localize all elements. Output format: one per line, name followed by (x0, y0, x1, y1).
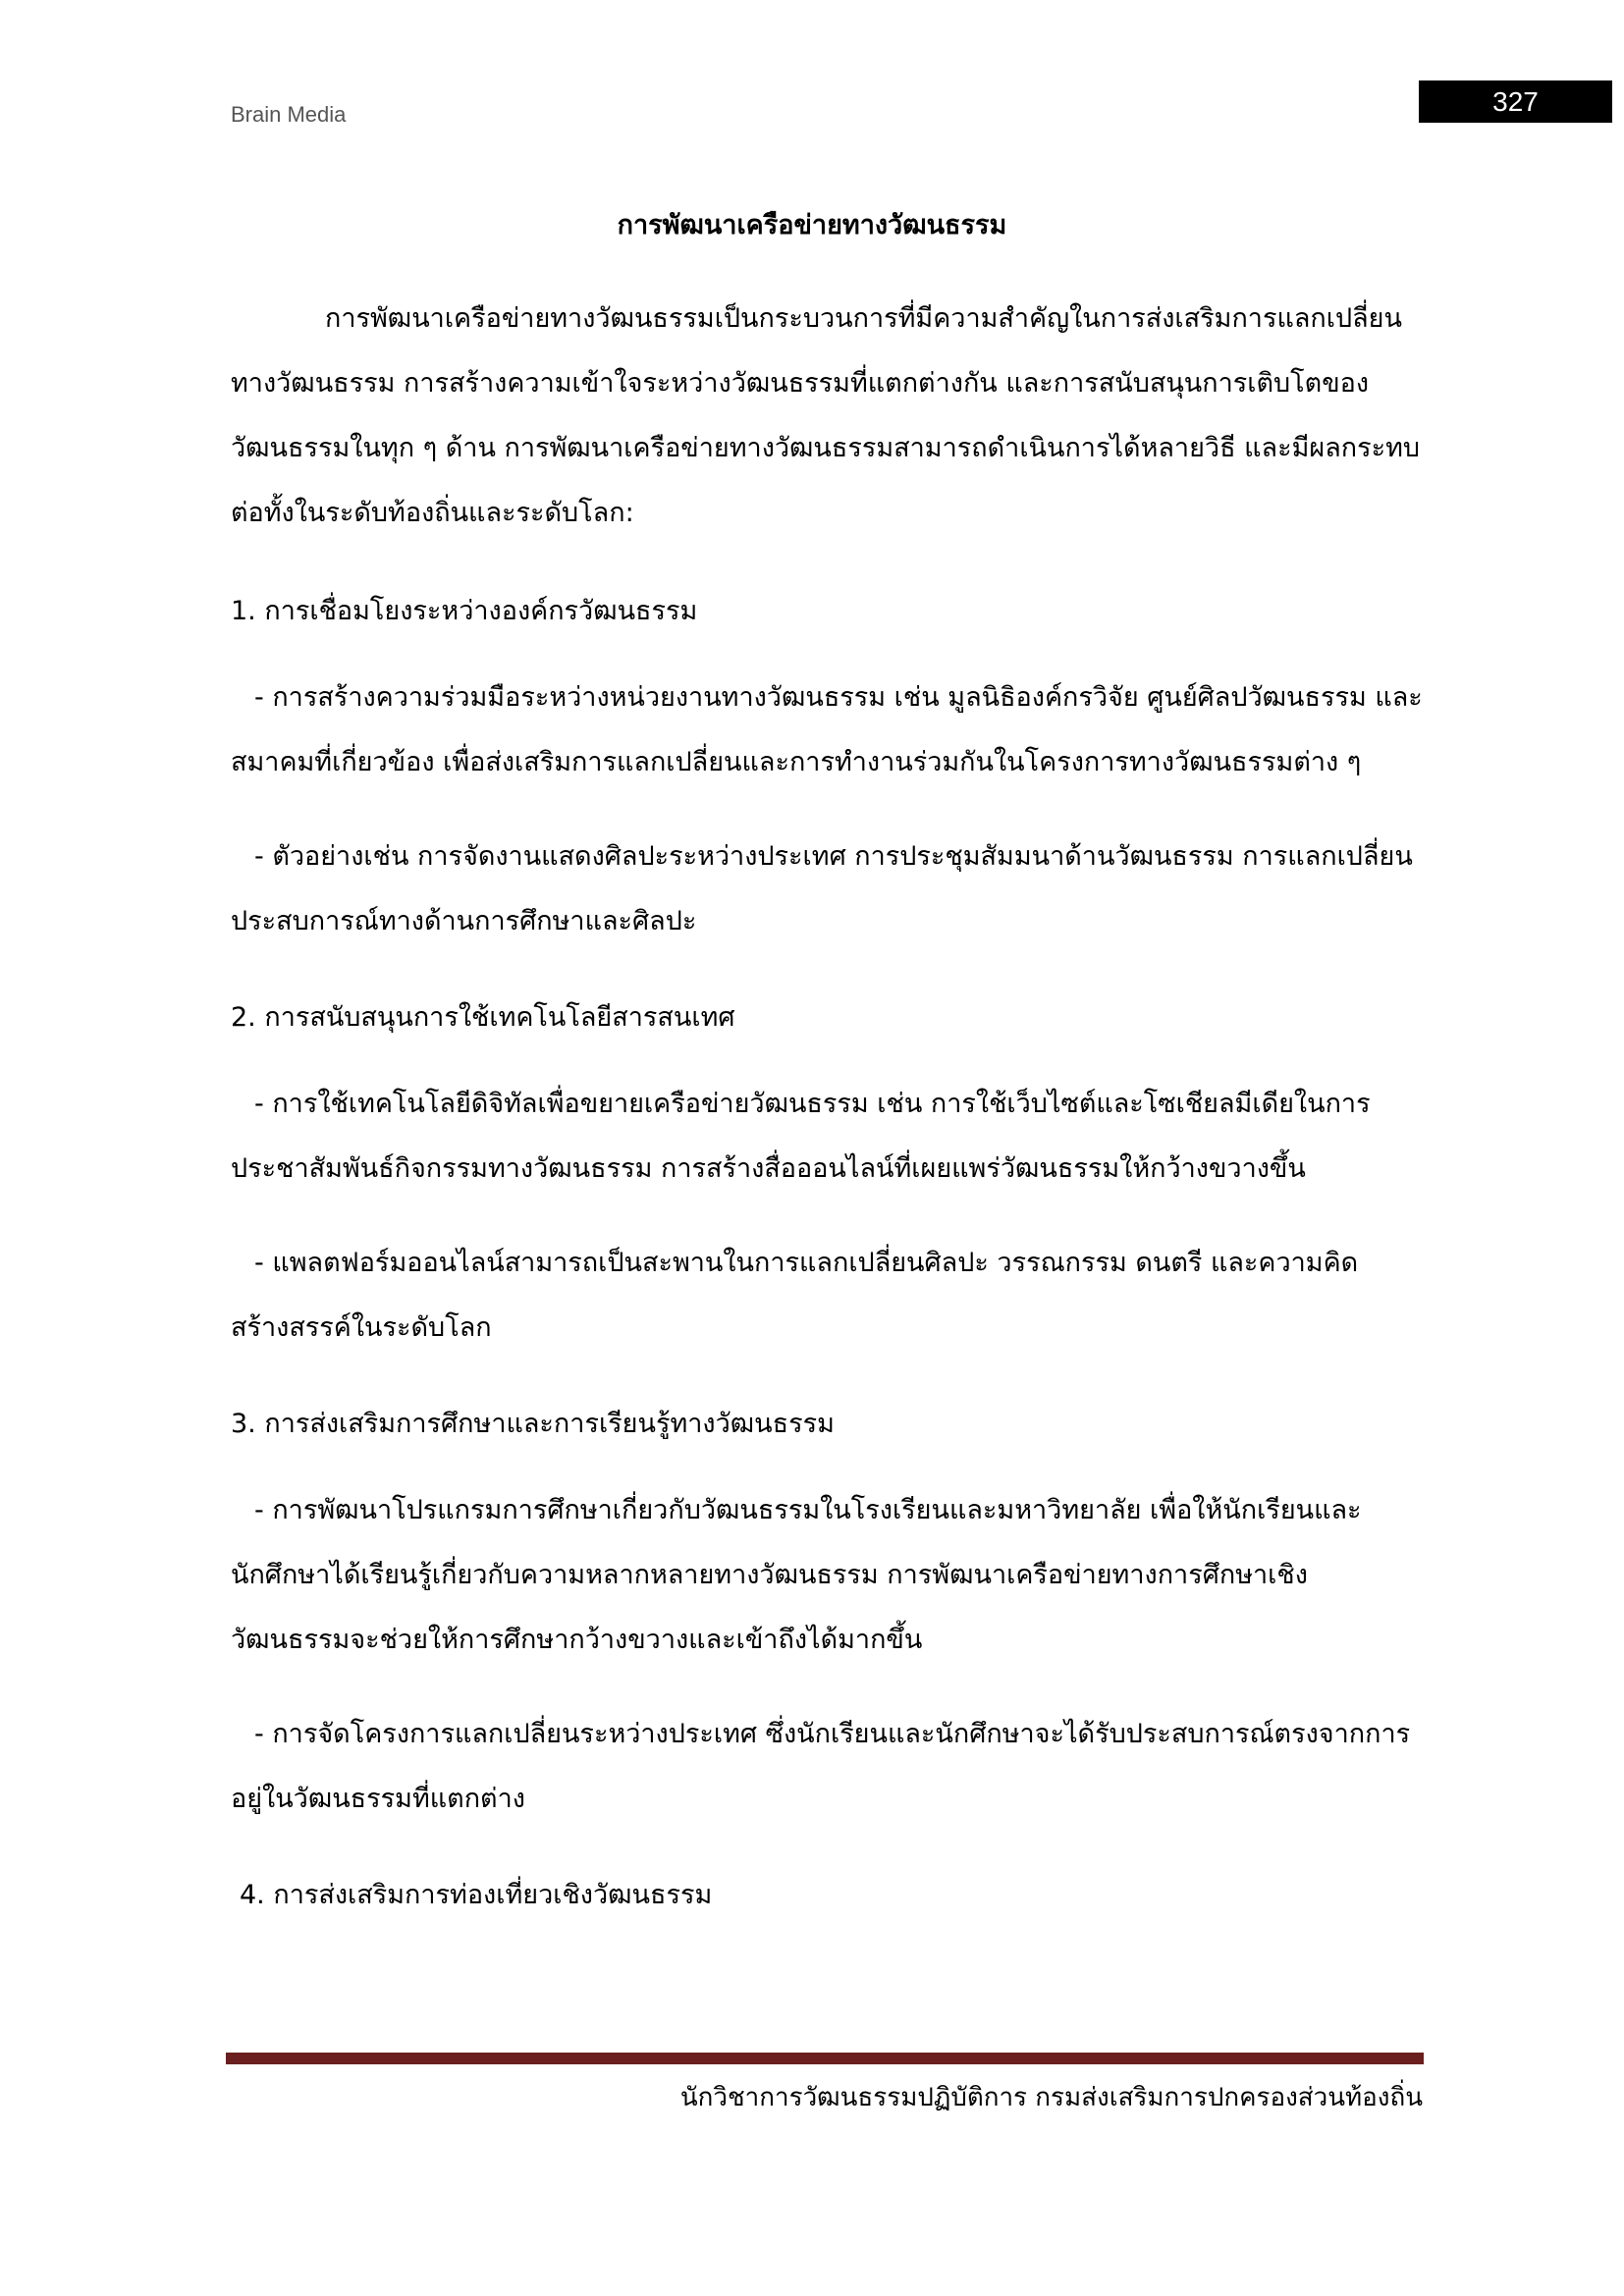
section-2-bullet-2: - แพลตฟอร์มออนไลน์สามารถเป็นสะพานในการแลกเปลี่ยนศิลปะ วรรณกรรม ดนตรี และความคิดสร้างสรรค์ในระดับโลก (231, 1248, 1359, 1343)
footer-divider (226, 2053, 1424, 2064)
section-2-bullet-1: - การใช้เทคโนโลยีดิจิทัลเพื่อขยายเครือข่ายวัฒนธรรม เช่น การใช้เว็บไซต์และโซเชียลมีเดียในการประชาสัมพันธ์กิจกรรมทางวัฒนธรรม การสร้างสื่อออนไลน์ที่เผยแพร่วัฒนธรรมให้กว้างขวางขึ้น (231, 1089, 1371, 1184)
publisher-name: Brain Media (231, 102, 347, 127)
section-heading-2: 2. การสนับสนุนการใช้เทคโนโลยีสารสนเทศ (231, 1002, 735, 1033)
page-title: การพัฒนาเครือข่ายทางวัฒนธรรม (617, 210, 1007, 240)
section-heading-1: 1. การเชื่อมโยงระหว่างองค์กรวัฒนธรรม (231, 596, 698, 626)
section-heading-3: 3. การส่งเสริมการศึกษาและการเรียนรู้ทางวัฒนธรรม (231, 1409, 835, 1439)
section-1-bullet-2: - ตัวอย่างเช่น การจัดงานแสดงศิลปะระหว่างประเทศ การประชุมสัมมนาด้านวัฒนธรรม การแลกเปลี่ยนประสบการณ์ทางด้านการศึกษาและศิลปะ (231, 841, 1413, 936)
footer-affiliation: นักวิชาการวัฒนธรรมปฏิบัติการ กรมส่งเสริมการปกครองส่วนท้องถิ่น (679, 2083, 1423, 2112)
section-1-bullet-1: - การสร้างความร่วมมือระหว่างหน่วยงานทางวัฒนธรรม เช่น มูลนิธิองค์กรวิจัย ศูนย์ศิลปวัฒนธรรม และสมาคมที่เกี่ยวข้อง เพื่อส่งเสริมการแลกเปลี่ยนและการทำงานร่วมกันในโครงการทางวัฒนธรรมต่าง ๆ (231, 682, 1423, 777)
page-number: 327 (1419, 80, 1612, 123)
section-3-bullet-1: - การพัฒนาโปรแกรมการศึกษาเกี่ยวกับวัฒนธรรมในโรงเรียนและมหาวิทยาลัย เพื่อให้นักเรียนและนักศึกษาได้เรียนรู้เกี่ยวกับความหลากหลายทางวัฒนธรรม การพัฒนาเครือข่ายทางการศึกษาเชิงวัฒนธรรมจะช่วยให้การศึกษากว้างขวางและเข้าถึงได้มากขึ้น (231, 1495, 1362, 1655)
section-3-bullet-2: - การจัดโครงการแลกเปลี่ยนระหว่างประเทศ ซึ่งนักเรียนและนักศึกษาจะได้รับประสบการณ์ตรงจากการอยู่ในวัฒนธรรมที่แตกต่าง (231, 1719, 1411, 1814)
section-heading-4: 4. การส่งเสริมการท่องเที่ยวเชิงวัฒนธรรม (240, 1880, 713, 1910)
intro-paragraph: การพัฒนาเครือข่ายทางวัฒนธรรมเป็นกระบวนการที่มีความสำคัญในการส่งเสริมการแลกเปลี่ยนทางวัฒนธรรม การสร้างความเข้าใจระหว่างวัฒนธรรมที่แตกต่างกัน และการสนับสนุนการเติบโตของวัฒนธรรมในทุก ๆ ด้าน การพัฒนาเครือข่ายทางวัฒนธรรมสามารถดำเนินการได้หลายวิธี และมีผลกระทบต่อทั้งในระดับท้องถิ่นและระดับโลก: (231, 303, 1421, 528)
